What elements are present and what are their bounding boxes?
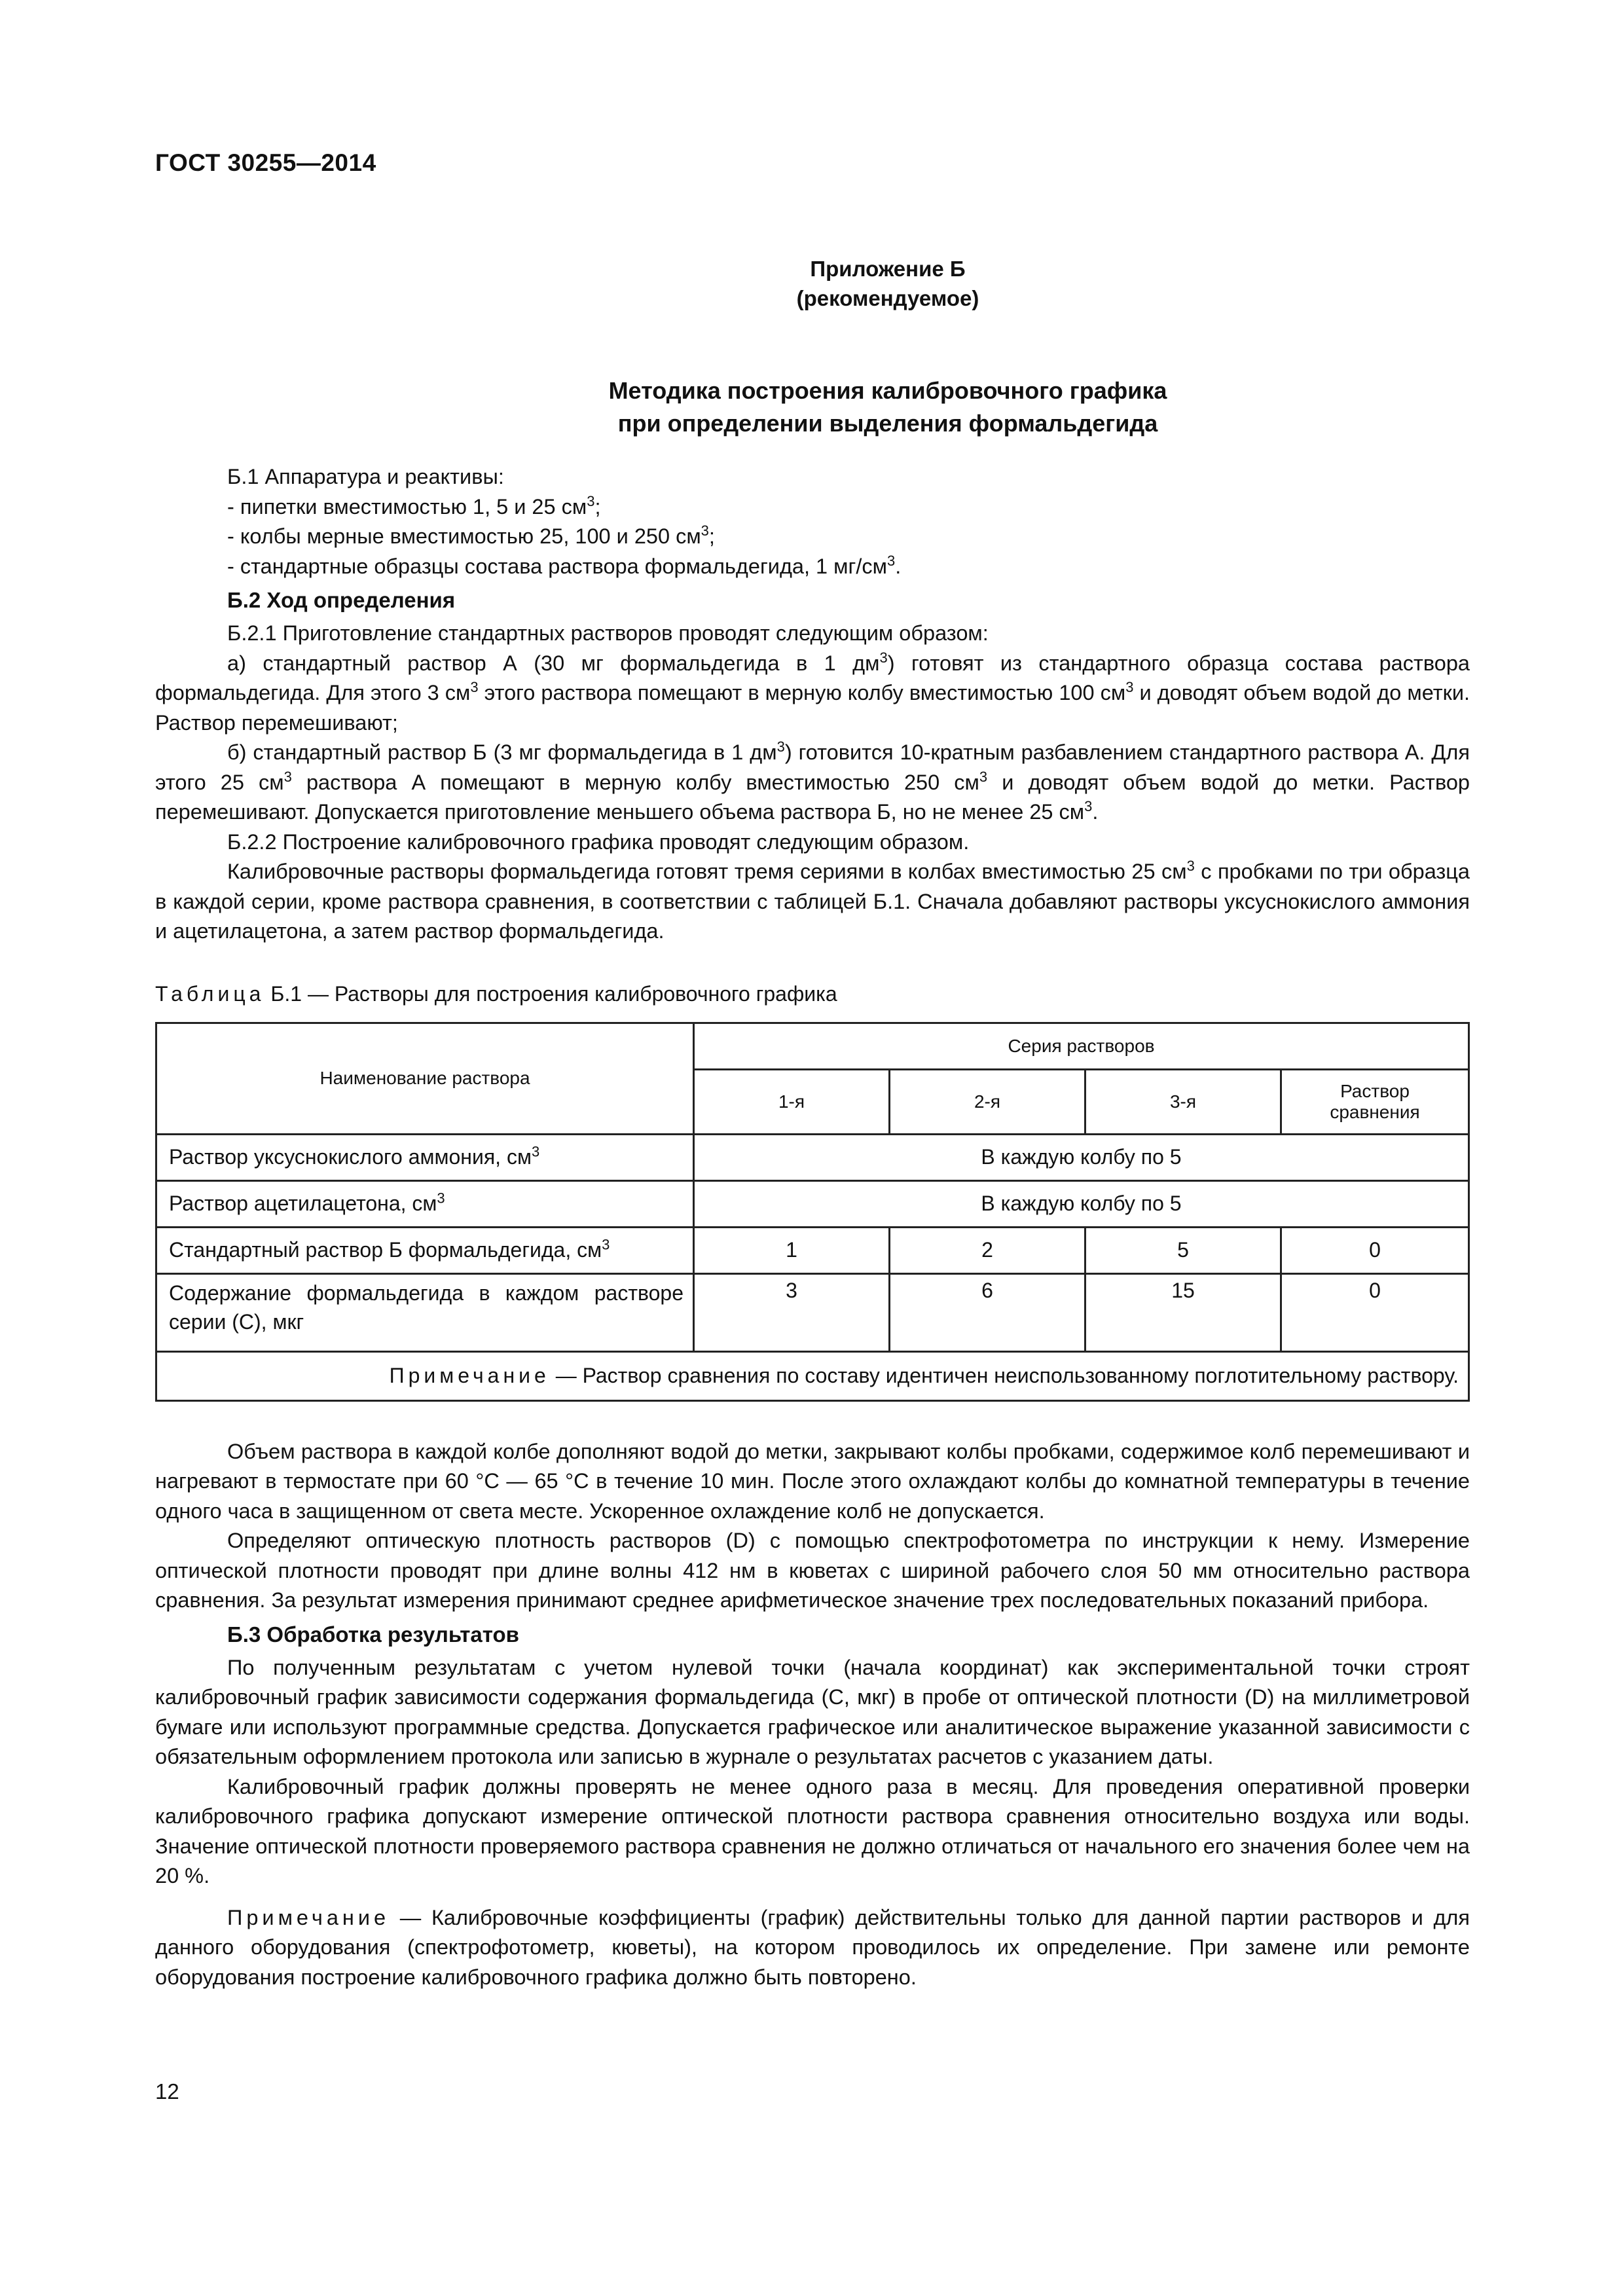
b3-p2: Калибровочный график должны проверять не менее одного раза в месяц. Для проведения оперативной проверки калибровочного графика допускают измерение оптической плотности раствора сравнения относительно воздуха или воды. Значение оптической плотности проверяемого раствора сравнения не должно отличаться от начального его значения более чем на 20 %. bbox=[155, 1774, 1470, 1887]
appendix-status: (рекомендуемое) bbox=[796, 286, 979, 310]
header-solution-name: Наименование раствора bbox=[156, 1023, 694, 1134]
appendix-heading bbox=[155, 254, 1470, 313]
cell-series-3: 15 bbox=[1085, 1273, 1281, 1351]
header-series-3: 3-я bbox=[1085, 1069, 1281, 1134]
header-series-2: 2-я bbox=[890, 1069, 1085, 1134]
table-row bbox=[156, 1180, 1469, 1227]
row-merged-value: В каждую колбу по 5 bbox=[694, 1134, 1469, 1180]
table-note-row bbox=[156, 1351, 1469, 1400]
title-line-2: при определении выделения формальдегида bbox=[617, 410, 1158, 437]
title-line-1: Методика построения калибровочного графика bbox=[608, 377, 1167, 404]
row-name: Содержание формальдегида в каждом растворе серии (С), мкг bbox=[156, 1273, 694, 1351]
b2-2-description: Калибровочные растворы формальдегида готовят тремя сериями в колбах вместимостью 25 $см^3$ с пробками по три образца в каждой серии, кроме раствора сравнения, в соответствии с таблицей Б.1. Сначала добавляют растворы уксуснокислого аммония и ацетилацетона, а затем раствор формальдегида. bbox=[155, 858, 1470, 943]
cell-series-1: 3 bbox=[694, 1273, 890, 1351]
b2-2-intro: Б.2.2 Построение калибровочного графика проводят следующим образом. bbox=[227, 829, 970, 854]
b1-item-flasks: - колбы мерные вместимостью 25, 100 и 250 $см^3$; bbox=[227, 522, 715, 548]
b2-1-solution-a: а) стандартный раствор А (30 мг формальдегида в 1 $дм^3$) готовят из стандартного образца состава раствора формальдегида. Для этого 3 $см^3$ этого раствора помещают в мерную колбу вместимостью 100 $см^3$ и доводят объем водой до метки. Раствор перемешивают; bbox=[155, 649, 1470, 735]
cell-reference: 0 bbox=[1281, 1273, 1469, 1351]
after-table-p1: Объем раствора в каждой колбе дополняют водой до метки, закрывают колбы пробками, содержимое колб перемешивают и нагревают в термостате при 60 °С — 65 °С в течение 10 мин. После этого охлаждают колбы до комнатной температуры в течение одного часа в защищенном от света месте. Ускоренное охлаждение колб не допускается. bbox=[155, 1439, 1470, 1523]
b1-intro: Б.1 Аппаратура и реактивы: bbox=[227, 465, 504, 488]
page-content bbox=[155, 149, 1470, 1992]
table-row bbox=[156, 1273, 1469, 1351]
table-caption: Таблица Б.1 — Растворы для построения калибровочного графика bbox=[155, 981, 837, 1006]
row-name: Стандартный раствор Б формальдегида, $см^3$ bbox=[156, 1227, 694, 1273]
table-note: Примечание — Раствор сравнения по составу идентичен неиспользованному поглотительному раствору. bbox=[156, 1351, 1469, 1400]
page-number: 12 bbox=[155, 2079, 179, 2104]
after-table-p2: Определяют оптическую плотность растворов (D) с помощью спектрофотометра по инструкции к нему. Измерение оптической плотности проводят при длине волны 412 нм в кюветах с шириной рабочего слоя 50 мм относительно раствора сравнения. За результат измерения принимают среднее арифметическое значение трех последовательных показаний прибора. bbox=[155, 1529, 1470, 1612]
b1-item-samples: - стандартные образцы состава раствора формальдегида, 1 $мг/см^3$. bbox=[227, 552, 902, 578]
header-reference: Раствор сравнения bbox=[1281, 1069, 1469, 1134]
table-row bbox=[156, 1134, 1469, 1180]
b3-note: Примечание — Калибровочные коэффициенты (график) действительны только для данной партии растворов и для данного оборудования (спектрофотометр, кюветы), на котором проводилось их определение. При замене или ремонте оборудования построение калибровочного графика должно быть повторено. bbox=[155, 1905, 1470, 1989]
appendix-label: Приложение Б bbox=[810, 257, 966, 281]
cell-reference: 0 bbox=[1281, 1227, 1469, 1273]
row-merged-value: В каждую колбу по 5 bbox=[694, 1180, 1469, 1227]
b2-heading: Б.2 Ход определения bbox=[227, 588, 456, 612]
table-header-row bbox=[156, 1023, 1469, 1069]
b2-1-solution-b: б) стандартный раствор Б (3 мг формальдегида в 1 $дм^3$) готовится 10-кратным разбавлением стандартного раствора А. Для этого 25 $см^3$ раствора А помещают в мерную колбу вместимостью 250 $см^3$ и доводят объем водой до метки. Раствор перемешивают. Допускается приготовление меньшего объема раствора Б, но не менее 25 $см^3$. bbox=[155, 738, 1470, 824]
post-table-section bbox=[155, 1437, 1470, 1616]
cell-series-2: 6 bbox=[890, 1273, 1085, 1351]
calibration-table bbox=[155, 1022, 1470, 1402]
standard-number: ГОСТ 30255—2014 bbox=[155, 149, 376, 176]
page-title bbox=[155, 374, 1470, 440]
b2-1-intro: Б.2.1 Приготовление стандартных растворов проводят следующим образом: bbox=[227, 621, 989, 645]
row-name: Раствор уксуснокислого аммония, $см^3$ bbox=[156, 1134, 694, 1180]
row-name: Раствор ацетилацетона, $см^3$ bbox=[156, 1180, 694, 1227]
cell-series-1: 1 bbox=[694, 1227, 890, 1273]
b3-p1: По полученным результатам с учетом нулевой точки (начала координат) как экспериментальной точки строят калибровочный график зависимости содержания формальдегида (С, мкг) в пробе от оптической плотности (D) на миллиметровой бумаге или используют программные средства. Допускается графическое или аналитическое выражение указанной зависимости с обязательным оформлением протокола или записью в журнале о результатах расчетов с указанием даты. bbox=[155, 1655, 1470, 1768]
b1-item-pipettes: - пипетки вместимостью 1, 5 и 25 $см^3$; bbox=[227, 492, 601, 519]
cell-series-2: 2 bbox=[890, 1227, 1085, 1273]
header-series-1: 1-я bbox=[694, 1069, 890, 1134]
cell-series-3: 5 bbox=[1085, 1227, 1281, 1273]
b3-heading: Б.3 Обработка результатов bbox=[227, 1622, 519, 1647]
header-series: Серия растворов bbox=[694, 1023, 1469, 1069]
table-row bbox=[156, 1227, 1469, 1273]
